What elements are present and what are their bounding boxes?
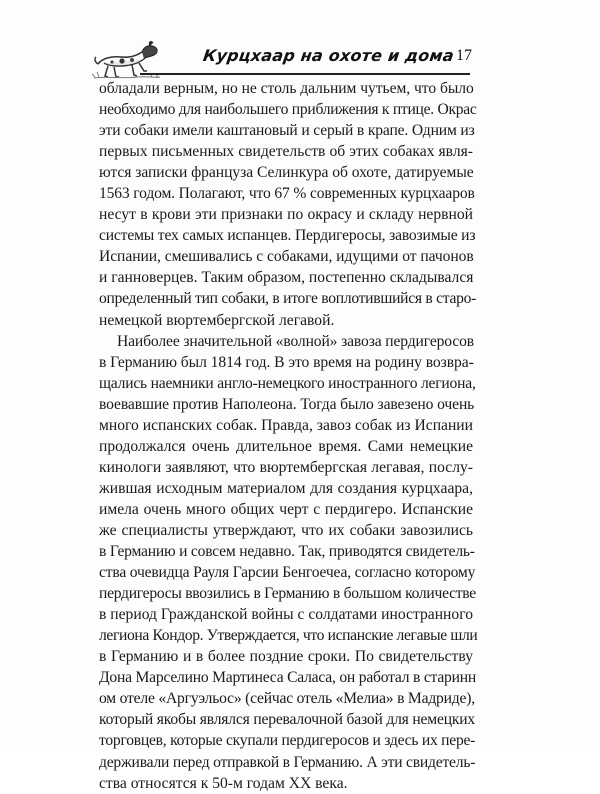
text-line: же специалисты утверждают, что их собаки завозились [99,521,473,539]
text-line: первых письменных свидетельств об этих собаках явля- [99,143,473,161]
text-line: немецкой вюртембергской легавой. [99,311,335,329]
text-line: системы тех самых испанцев. Пердигеросы, завозимые из [99,227,476,245]
text-line: имела очень много общих черт с пердигеро. Испанские [99,500,473,518]
text-line: и ганноверцев. Таким образом, постепенно складывался [99,269,474,287]
text-line: ются записки француза Селинкура об охоте, датируемые [99,164,474,182]
running-title: Курцхаар на охоте и дома [202,46,456,65]
text-line: воевавшие против Наполеона. Тогда было завезено очень [99,395,475,413]
text-line: Дона Марселино Мартинеса Саласа, он работал в старинн [99,669,476,687]
text-line: в Германию и совсем недавно. Так, приводятся свидетель- [99,543,475,561]
text-line: в Германию и в более поздние сроки. По свидетельству [99,648,473,666]
text-line: много испанских собак. Правда, завоз собак из Испании [99,416,473,434]
header-rule [140,73,470,75]
text-line: Наиболее значительной «волной» завоза пердигеросов [117,332,475,350]
page-number: 17 [456,47,472,64]
text-line: обладали верным, но не столь дальним чутьем, что было [99,80,474,97]
text-line: щались наемники англо-немецкого иностранного легиона, [99,374,476,392]
text-line: 1563 годом. Полагают, что 67 % современных курцхааров [99,185,475,203]
text-line: жившая исходным материалом для создания курцхаара, [99,479,473,497]
text-line: продолжался очень длительное время. Сами немецкие [99,437,473,455]
text-line: пердигеросы ввозились в Германию в большом количестве [99,585,476,603]
text-line: ом отеле «Аргуэльос» (сейчас отель «Мелиа» в Мадриде), [99,690,475,708]
text-line: ства очевидца Рауля Гарсии Бенгоечеа, согласно которому [99,564,476,582]
text-line: торговцев, которые скупали пердигеросов и здесь их пере- [99,732,476,750]
text-line: в период Гражданской войны с солдатами иностранного [99,606,473,624]
text-line: определенный тип собаки, в итоге воплотившийся в старо- [99,290,477,308]
text-line: который якобы являлся перевалочной базой для немецких [99,711,476,729]
text-line: легиона Кондор. Утверждается, что испанские легавые шли [99,627,478,645]
text-line: в Германию был 1814 год. В это время на родину возвра- [99,353,474,371]
body-text [99,78,478,794]
text-line: необходимо для наибольшего приближения к птице. Окрас [99,101,477,119]
text-line: несут в крови эти признаки по окрасу и складу нервной [99,206,473,224]
text-line: держивали перед отправкой в Германию. А эти свидетель- [99,753,476,771]
text-line: кинологи заявляют, что вюртембергская легавая, послу- [99,458,473,476]
running-header [0,0,600,90]
text-line: ства относятся к 50-м годам XX века. [99,774,348,792]
text-line: эти собаки имели каштановый и серый в крапе. Одним из [99,122,475,140]
text-line: Испании, смешивались с собаками, идущими от пачонов [99,248,474,266]
